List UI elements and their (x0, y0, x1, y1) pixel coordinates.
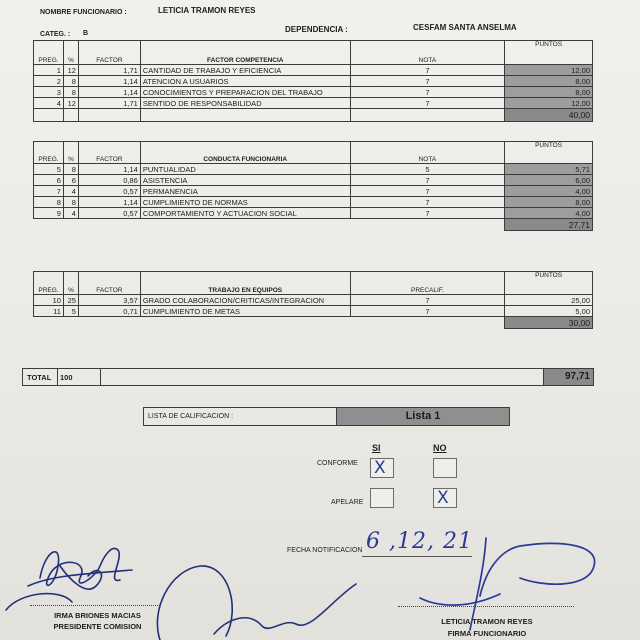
col-factor: FACTOR (78, 41, 140, 65)
conforme-si-mark: X (374, 458, 386, 478)
table-row (34, 186, 593, 197)
col-nota: NOTA (350, 41, 504, 65)
trabajo-en-equipos-table (33, 271, 593, 329)
nota-cell: 7 (350, 175, 505, 186)
preg-cell: 1 (34, 65, 64, 76)
item-name: CANTIDAD DE TRABAJO Y EFICIENCIA (140, 65, 350, 76)
col-factor: FACTOR (78, 272, 140, 295)
table-row (34, 87, 593, 98)
right-signature-line (398, 606, 574, 607)
puntos-cell: 4,00 (505, 186, 593, 197)
lista-value: Lista 1 (336, 408, 509, 425)
section-total: 30,00 (505, 317, 593, 329)
right-signer-role: FIRMA FUNCIONARIO (447, 629, 527, 638)
nota-cell: 7 (350, 65, 504, 76)
left-signature-line (30, 605, 160, 606)
lista-calificacion (143, 407, 510, 426)
table-row (34, 76, 593, 87)
pct-cell: 8 (63, 197, 78, 208)
puntos-cell: 12,00 (505, 65, 593, 76)
item-name: CUMPLIMIENTO DE NORMAS (140, 197, 350, 208)
left-signature (6, 548, 132, 610)
col-pct: % (63, 272, 78, 295)
factor-competencia-table (33, 40, 593, 122)
nota-cell: 7 (350, 295, 504, 306)
table-row (34, 295, 593, 306)
puntos-cell: 5,00 (505, 306, 593, 317)
puntos-cell: 12,00 (505, 98, 593, 109)
pct-cell: 12 (63, 65, 78, 76)
col-precalif: PRECALIF. (350, 272, 504, 295)
preg-cell: 3 (34, 87, 64, 98)
table-row (34, 175, 593, 186)
pct-cell: 8 (63, 164, 78, 175)
item-name: SENTIDO DE RESPONSABILIDAD (140, 98, 350, 109)
section-title: CONDUCTA FUNCIONARIA (140, 142, 350, 164)
item-name: CONOCIMIENTOS Y PREPARACION DEL TRABAJO (140, 87, 350, 98)
total-pct: 100 (57, 369, 101, 385)
table-row (34, 98, 593, 109)
left-signer-name: IRMA BRIONES MACIAS (54, 611, 141, 620)
preg-cell: 2 (34, 76, 64, 87)
categ-label: CATEG. : (40, 31, 71, 38)
nota-cell: 7 (350, 306, 504, 317)
table-row (34, 197, 593, 208)
si-label: SI (372, 443, 381, 453)
puntos-cell: 8,00 (505, 87, 593, 98)
dependencia-value: CESFAM SANTA ANSELMA (413, 23, 517, 32)
item-name: ASISTENCIA (140, 175, 350, 186)
col-puntos: PUNTOS (505, 142, 593, 164)
factor-cell: 1,14 (78, 197, 140, 208)
center-signature (157, 566, 356, 640)
categ-value: B (83, 30, 89, 37)
nota-cell: 5 (350, 164, 505, 175)
section-total: 27,71 (505, 219, 593, 231)
factor-cell: 0,57 (78, 208, 140, 219)
nombre-label: NOMBRE FUNCIONARIO : (40, 9, 127, 16)
item-name: COMPORTAMIENTO Y ACTUACION SOCIAL (140, 208, 350, 219)
factor-cell: 1,71 (78, 65, 140, 76)
col-preg: PREG. (34, 272, 64, 295)
nota-cell: 7 (350, 76, 504, 87)
puntos-cell: 6,00 (505, 175, 593, 186)
section-total: 40,00 (505, 109, 593, 122)
table-row (34, 306, 593, 317)
col-nota: NOTA (350, 142, 505, 164)
dependencia-label: DEPENDENCIA : (285, 25, 348, 34)
pct-cell: 4 (63, 208, 78, 219)
total-label: TOTAL (27, 373, 52, 382)
preg-cell: 4 (34, 98, 64, 109)
puntos-cell: 8,00 (505, 197, 593, 208)
factor-cell: 0,57 (78, 186, 140, 197)
nota-cell: 7 (350, 87, 504, 98)
nombre-value: LETICIA TRAMON REYES (158, 6, 256, 15)
puntos-cell: 4,00 (505, 208, 593, 219)
factor-cell: 1,14 (78, 87, 140, 98)
item-name: ATENCION A USUARIOS (140, 76, 350, 87)
table-row (34, 164, 593, 175)
nota-cell: 7 (350, 186, 505, 197)
conforme-label: CONFORME (317, 460, 358, 467)
section-title: TRABAJO EN EQUIPOS (140, 272, 350, 295)
col-preg: PREG. (34, 41, 64, 65)
preg-cell: 9 (34, 208, 64, 219)
puntos-cell: 5,71 (505, 164, 593, 175)
factor-cell: 3,57 (78, 295, 140, 306)
total-value: 97,71 (543, 369, 593, 385)
col-puntos: PUNTOS (505, 272, 593, 295)
table-row (34, 208, 593, 219)
item-name: GRADO COLABORACION/CRITICAS/INTEGRACION (140, 295, 350, 306)
pct-cell: 6 (63, 175, 78, 186)
fecha-label: FECHA NOTIFICACION (287, 547, 363, 554)
col-puntos: PUNTOS (505, 41, 593, 65)
factor-cell: 0,86 (78, 175, 140, 186)
item-name: CUMPLIMIENTO DE METAS (140, 306, 350, 317)
apelare-no-mark: X (437, 488, 449, 508)
nota-cell: 7 (350, 197, 505, 208)
col-factor: FACTOR (78, 142, 140, 164)
apelare-label: APELARE (331, 499, 364, 506)
nota-cell: 7 (350, 208, 505, 219)
pct-cell: 4 (63, 186, 78, 197)
conforme-no-checkbox[interactable] (433, 458, 457, 478)
preg-cell: 7 (34, 186, 64, 197)
pct-cell: 5 (63, 306, 78, 317)
factor-cell: 1,14 (78, 164, 140, 175)
preg-cell: 5 (34, 164, 64, 175)
conducta-funcionaria-table (33, 141, 593, 231)
lista-label: LISTA DE CALIFICACION : (148, 413, 234, 420)
puntos-cell: 8,00 (505, 76, 593, 87)
section-title: FACTOR COMPETENCIA (140, 41, 350, 65)
pct-cell: 25 (63, 295, 78, 306)
pct-cell: 8 (63, 76, 78, 87)
col-pct: % (63, 142, 78, 164)
left-signer-role: PRESIDENTE COMISION (53, 622, 142, 631)
nota-cell: 7 (350, 98, 504, 109)
preg-cell: 6 (34, 175, 64, 186)
factor-cell: 1,71 (78, 98, 140, 109)
item-name: PERMANENCIA (140, 186, 350, 197)
factor-cell: 1,14 (78, 76, 140, 87)
table-row (34, 65, 593, 76)
no-label: NO (433, 443, 447, 453)
pct-cell: 8 (63, 87, 78, 98)
puntos-cell: 25,00 (505, 295, 593, 306)
col-preg: PREG. (34, 142, 64, 164)
right-signer-name: LETICIA TRAMON REYES (441, 617, 533, 626)
fecha-value: 6 ,12, 21 (366, 529, 473, 554)
factor-cell: 0,71 (78, 306, 140, 317)
apelare-si-checkbox[interactable] (370, 488, 394, 508)
preg-cell: 10 (34, 295, 64, 306)
pct-cell: 12 (63, 98, 78, 109)
col-pct: % (63, 41, 78, 65)
total-row (22, 368, 594, 386)
preg-cell: 11 (34, 306, 64, 317)
preg-cell: 8 (34, 197, 64, 208)
item-name: PUNTUALIDAD (140, 164, 350, 175)
